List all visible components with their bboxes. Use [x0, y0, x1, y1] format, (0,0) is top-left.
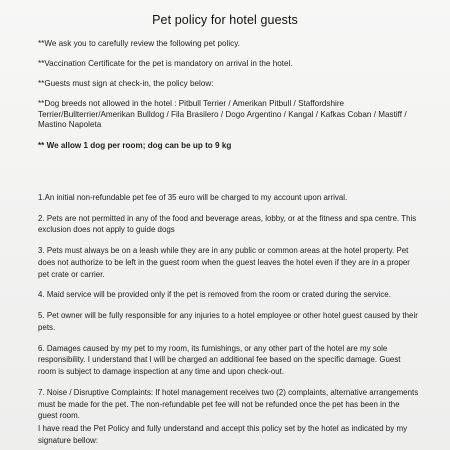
intro-dog-limit-note: ** We allow 1 dog per room; dog can be up to 9 kg	[38, 140, 232, 150]
intro-breeds-note: **Dog breeds not allowed in the hotel : Pitbull Terrier / Amerikan Pitbull / Staffordshire Terrier/Bullterrier/Amerikan Bulldog / Fila Brasilero / Dogo Argentino / Kangal / Kafkas Coban / Mastiff / Mastino Napoleta	[38, 99, 407, 130]
rule-3: 3. Pets must always be on a leash while they are in any public or common areas at the hotel property. Pet does not authorize to be left in the guest room when the guest leaves the hotel even if they are in a proper pet crate or carrier.	[38, 246, 410, 279]
rule-5: 5. Pet owner will be fully responsible for any injuries to a hotel employee or other hotel guest caused by their pets.	[38, 311, 418, 332]
rule-6: 6. Damages caused by my pet to my room, its furnishings, or any other part of the hotel are my sole responsibility. I understand that I will be charged an additional fee based on the specific damage. Guest room is subject to damage inspection at any time and upon check-out.	[38, 343, 401, 377]
intro-sign-note: **Guests must sign at check-in, the policy below:	[38, 79, 214, 89]
intro-review-note: **We ask you to carefully review the following pet policy.	[38, 39, 240, 48]
document-title: Pet policy for hotel guests	[152, 13, 298, 27]
rule-1: 1.An initial non-refundable pet fee of 35 euro will be charged to my account upon arrival.	[38, 193, 348, 202]
rule-2: 2. Pets are not permitted in any of the food and beverage areas, lobby, or at the fitness and spa centre. This exclusion does not apply to guide dogs	[38, 213, 417, 235]
rule-4: 4. Maid service will be provided only if the pet is removed from the room or crated during the service.	[38, 290, 391, 300]
intro-section	[38, 39, 418, 161]
rules-section	[38, 192, 420, 431]
closing-statement: I have read the Pet Policy and fully understand and accept this policy set by the hotel as indicated by my signature bellow:	[38, 424, 408, 445]
rule-7: 7. Noise / Disruptive Complaints: If hotel management receives two (2) complaints, alternative arrangements must be made for the pet. The non-refundable pet fee will not be refunded once the pet has been in the guest room.	[38, 387, 419, 421]
intro-vaccination-note: **Vaccination Certificate for the pet is mandatory on arrival in the hotel.	[38, 59, 293, 69]
